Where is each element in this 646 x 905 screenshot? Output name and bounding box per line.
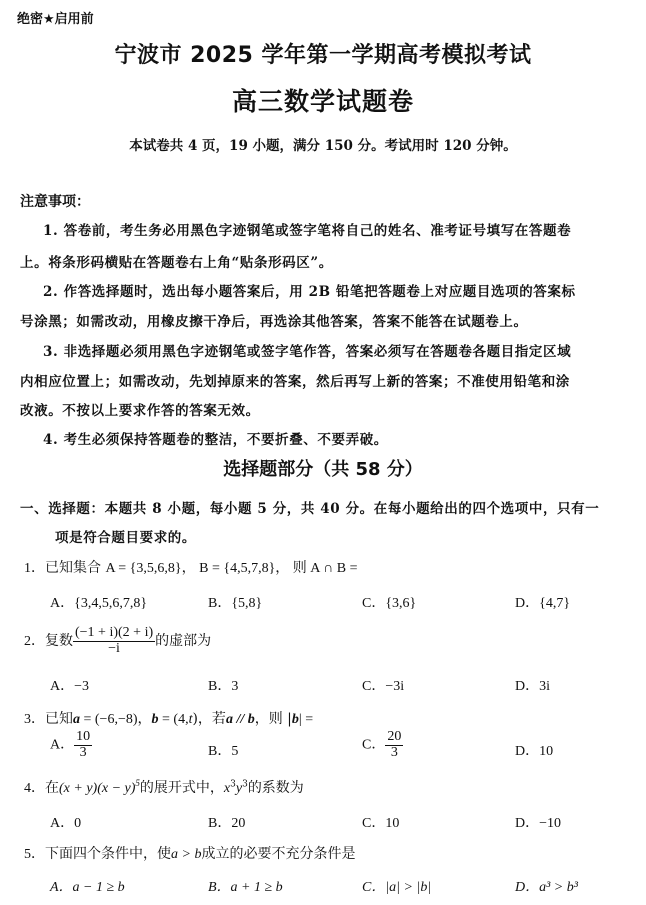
option-c[interactable]: C．|a| > |b| — [362, 880, 432, 895]
option-d[interactable]: D．3i — [515, 679, 550, 694]
condition: a > b — [171, 847, 202, 862]
option-a[interactable]: A．0 — [50, 816, 82, 831]
exam-subtitle: 高三数学试题卷 — [231, 87, 414, 116]
note-line: 改液。不按以上要求作答的答案无效。 — [20, 403, 260, 419]
option-b[interactable]: B．{5,8} — [208, 596, 263, 611]
question-3: 3．已知a = (−6,−8)，b = (4,t)，若a // b，则 |b| = — [24, 711, 314, 727]
note-line: 4. 考生必须保持答题卷的整洁，不要折叠、不要弄破。 — [43, 432, 388, 448]
question-2: 2．复数 $\frac{(-1 + i)(2 + i)}{-i}$ 的虚部为 — [24, 625, 212, 656]
option-b[interactable]: B．20 — [208, 816, 246, 831]
option-c[interactable]: C． $\frac{20}{3}$ — [362, 729, 402, 760]
note-line: 1. 答卷前，考生务必用黑色字迹钢笔或签字笔将自己的姓名、准考证号填写在答题卷 — [43, 223, 572, 239]
option-a[interactable]: A． $\frac{10}{3}$ — [50, 729, 91, 760]
option-d[interactable]: D．−10 — [515, 816, 562, 831]
question-1: 1．已知集合 A = {3,5,6,8}， B = {4,5,7,8}， 则 A ∩ B = — [24, 560, 358, 576]
question-5: 5．下面四个条件中，使a > b成立的必要不充分条件是 — [24, 846, 356, 862]
part-desc: 本题共 8 小题，每小题 5 分，共 40 分。在每小题给出的四个选项中，只有一 — [104, 501, 600, 517]
note-line: 号涂黑；如需改动，用橡皮擦干净后，再选涂其他答案，答案不能答在试题卷上。 — [20, 314, 528, 330]
note-line: 3. 非选择题必须用黑色字迹钢笔或签字笔作答，答案必须写在答题卷各题目指定区域 — [43, 344, 572, 360]
option-a[interactable]: A．{3,4,5,6,7,8} — [50, 596, 148, 611]
notes-heading: 注意事项： — [20, 194, 90, 210]
exam-info: 本试卷共 4 页，19 小题，满分 150 分。考试用时 120 分钟。 — [129, 138, 517, 154]
vector-b: b — [151, 712, 159, 727]
set-expression: A = {3,5,6,8}， B = {4,5,7,8}， 则 A ∩ B = — [105, 561, 358, 576]
part-instructions — [20, 497, 599, 517]
option-b[interactable]: B．3 — [208, 679, 239, 694]
option-c[interactable]: C．10 — [362, 816, 400, 831]
exam-title: 宁波市 2025 学年第一学期高考模拟考试 — [114, 43, 532, 68]
confidential-label: 绝密★启用前 — [17, 12, 94, 27]
part-label: 一、选择题： — [20, 501, 105, 517]
note-line: 内相应位置上；如需改动，先划掉原来的答案，然后再写上新的答案；不准使用铅笔和涂 — [20, 374, 570, 390]
option-b[interactable]: B．5 — [208, 744, 239, 759]
question-4: 4．在$(x + y)(x - y)^5$的展开式中，$x^3y^3$的系数为 — [24, 778, 304, 796]
option-a[interactable]: A．−3 — [50, 679, 90, 694]
option-c[interactable]: C．{3,6} — [362, 596, 417, 611]
option-d[interactable]: D．10 — [515, 744, 554, 759]
option-d[interactable]: D．a³ > b³ — [515, 880, 578, 895]
option-a[interactable]: A．a − 1 ≥ b — [50, 880, 125, 895]
complex-fraction: $\frac{(-1 + i)(2 + i)}{-i}$ — [75, 625, 154, 656]
option-b[interactable]: B．a + 1 ≥ b — [208, 880, 283, 895]
vector-a: a — [73, 712, 80, 727]
option-d[interactable]: D．{4,7} — [515, 596, 571, 611]
binomial-expression: (x + y)(x − y) — [59, 781, 136, 796]
note-line: 2. 作答选择题时，选出每小题答案后，用 2B 铅笔把答题卷上对应题目选项的答案标 — [43, 284, 576, 300]
section-title: 选择题部分（共 58 分） — [223, 459, 423, 480]
option-c[interactable]: C．−3i — [362, 679, 405, 694]
part-desc-2: 项是符合题目要求的。 — [55, 530, 196, 546]
note-line: 上。将条形码横贴在答题卷右上角“贴条形码区”。 — [20, 255, 333, 271]
